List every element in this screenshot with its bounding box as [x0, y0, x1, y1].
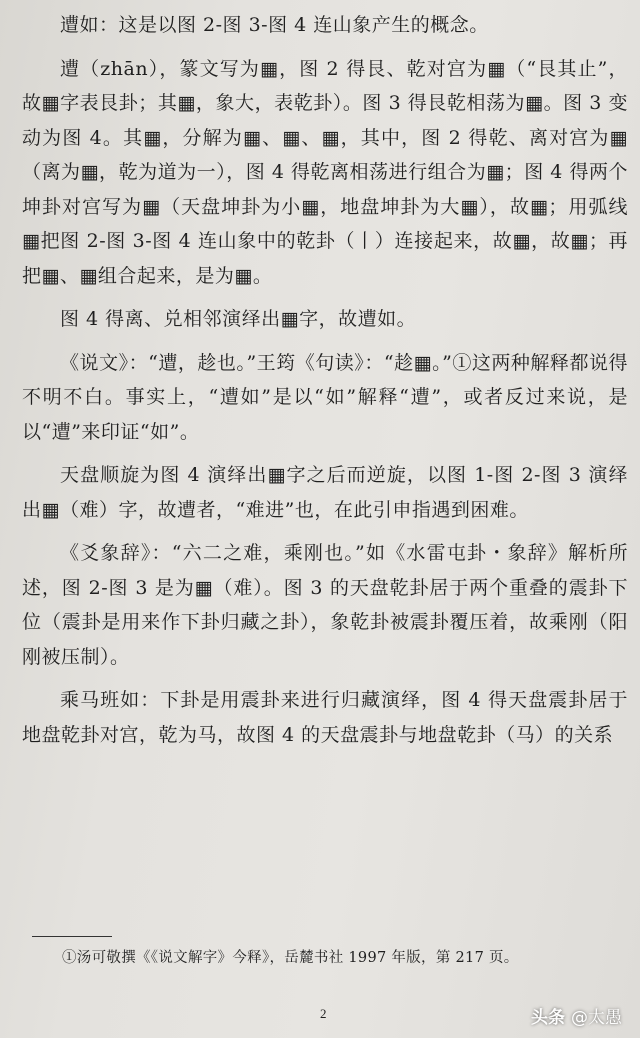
paragraph-6: 《爻象辞》：“六二之难，乘刚也。”如《水雷屯卦・象辞》解析所述，图 2-图 3 是为▦（难）。图 3 的天盘乾卦居于两个重叠的震卦下位（震卦是用来作下卦归藏之卦），象乾卦被震卦覆压着，故乘刚（阳刚被压制）。: [22, 542, 628, 668]
page-number: 2: [320, 1006, 327, 1021]
paragraph-2: 遭（zhān），篆文写为▦，图 2 得艮、乾对宫为▦（“艮其止”，故▦字表艮卦；其▦，象大，表乾卦）。图 3 得艮乾相荡为▦。图 3 变动为图 4。其▦，分解为▦、▦、▦，其中，图 2 得乾、离对宫为▦（离为▦，乾为道为一），图 4 得乾离相荡进行组合为▦；图 4 得两个坤卦对宫写为▦（天盘坤卦为小▦，地盘坤卦为大▦），故▦；用弧线▦把图 2-图 3-图 4 连山象中的乾卦（丨）连接起来，故▦，故▦；再把▦、▦组合起来，是为▦。: [22, 57, 628, 287]
paragraph-1: 遭如：这是以图 2-图 3-图 4 连山象产生的概念。: [60, 14, 489, 36]
paragraph-3: 图 4 得离、兑相邻演绎出▦字，故遭如。: [60, 308, 417, 330]
paragraph-7: 乘马班如：下卦是用震卦来进行归藏演绎，图 4 得天盘震卦居于地盘乾卦对宫，乾为马，故图 4 的天盘震卦与地盘乾卦（马）的关系: [22, 689, 628, 746]
paragraph-4: 《说文》：“遭，趁也。”王筠《句读》：“趁▦。”①这两种解释都说得不明不白。事实上，“遭如”是以“如”解释“遭”，或者反过来说，是以“遭”来印证“如”。: [22, 351, 628, 443]
watermark-brand: 头条: [531, 1008, 565, 1028]
source-watermark: [531, 1003, 622, 1028]
footnote: ①汤可敬撰《《说文解字》今释》，岳麓书社 1997 年版，第 217 页。: [62, 950, 519, 966]
footnote-divider: [32, 936, 112, 937]
watermark-handle: @太愚: [571, 1008, 622, 1028]
paragraph-5: 天盘顺旋为图 4 演绎出▦字之后而逆旋，以图 1-图 2-图 3 演绎出▦（难）字，故遭者，“难进”也，在此引申指遇到困难。: [22, 464, 628, 521]
body-text: [22, 8, 628, 759]
